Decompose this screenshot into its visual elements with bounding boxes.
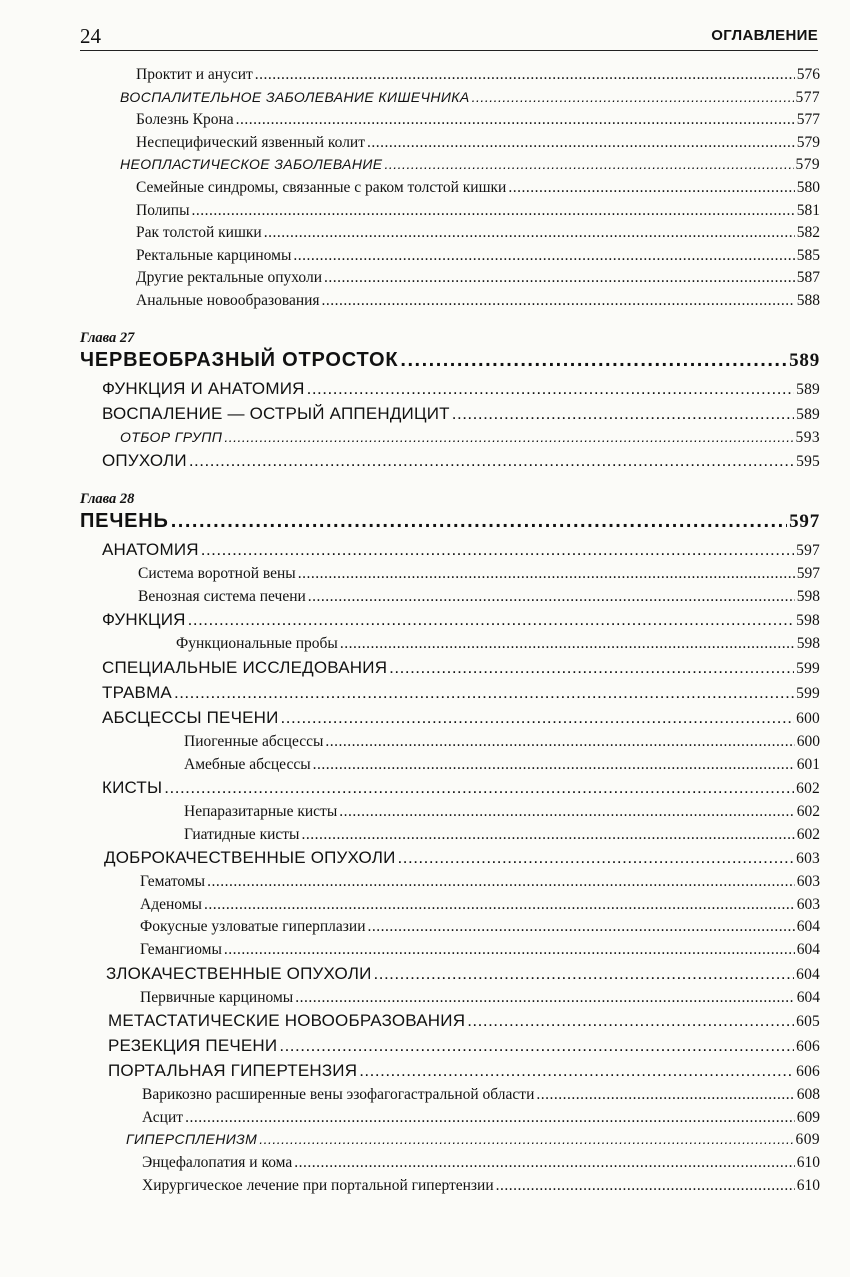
entry-page-number: 604 xyxy=(796,918,820,936)
toc-entry xyxy=(80,292,820,315)
entry-page-number: 600 xyxy=(796,709,820,727)
entry-title: Венозная система печени xyxy=(138,587,306,605)
entry-title: ЧЕРВЕОБРАЗНЫЙ ОТРОСТОК xyxy=(80,348,399,371)
entry-title: ТРАВМА xyxy=(102,682,172,702)
toc-entry xyxy=(80,1086,820,1109)
entry-title: ПЕЧЕНЬ xyxy=(80,510,169,533)
dot-leader xyxy=(301,826,794,844)
entry-title: МЕТАСТАТИЧЕСКИЕ НОВООБРАЗОВАНИЯ xyxy=(108,1011,466,1031)
dot-leader xyxy=(472,89,794,105)
toc-entry xyxy=(80,134,820,157)
toc-entry xyxy=(80,224,820,247)
chapter-label: Глава 28 xyxy=(80,491,135,508)
dot-leader xyxy=(467,1011,794,1031)
entry-page-number: 577 xyxy=(795,88,820,106)
dot-leader xyxy=(295,989,795,1007)
entry-page-number: 605 xyxy=(796,1013,820,1031)
toc-entry xyxy=(80,588,820,611)
toc-entry xyxy=(80,179,820,202)
toc-entry xyxy=(80,1154,820,1177)
dot-leader xyxy=(188,610,795,630)
entry-page-number: 588 xyxy=(796,291,820,309)
toc-entry xyxy=(80,565,820,588)
entry-title: Асцит xyxy=(142,1108,184,1126)
section-entry xyxy=(80,1036,820,1061)
entry-page-number: 606 xyxy=(796,1038,820,1056)
dot-leader xyxy=(236,111,795,129)
toc-entry xyxy=(80,66,820,89)
entry-title: Фокусные узловатые гиперплазии xyxy=(140,918,366,936)
entry-page-number: 604 xyxy=(796,965,820,983)
entry-page-number: 587 xyxy=(796,269,820,287)
entry-page-number: 603 xyxy=(796,850,820,868)
toc-entry xyxy=(80,941,820,964)
entry-page-number: 609 xyxy=(795,1131,820,1149)
entry-page-number: 589 xyxy=(796,380,820,398)
entry-page-number: 582 xyxy=(796,224,820,242)
entry-page-number: 610 xyxy=(796,1176,820,1194)
toc-entry xyxy=(80,202,820,225)
section-entry xyxy=(80,778,820,803)
entry-page-number: 604 xyxy=(796,988,820,1006)
toc-entry xyxy=(80,1109,820,1132)
dot-leader xyxy=(400,349,787,372)
entry-title: Болезнь Крона xyxy=(136,111,234,129)
entry-page-number: 577 xyxy=(796,111,820,129)
entry-page-number: 609 xyxy=(796,1108,820,1126)
toc-entry xyxy=(80,247,820,270)
dot-leader xyxy=(281,708,795,728)
entry-title: НЕОПЛАСТИЧЕСКОЕ ЗАБОЛЕВАНИЕ xyxy=(120,156,383,173)
subsection-heading-entry xyxy=(80,156,820,179)
section-entry xyxy=(80,610,820,635)
chapter-entry xyxy=(80,349,820,379)
toc-entry xyxy=(80,989,820,1012)
section-entry xyxy=(80,848,820,873)
entry-title: ВОСПАЛЕНИЕ — ОСТРЫЙ АППЕНДИЦИТ xyxy=(102,403,450,423)
dot-leader xyxy=(259,1131,793,1147)
entry-page-number: 589 xyxy=(789,349,820,371)
entry-title: Амебные абсцессы xyxy=(184,755,311,773)
subsection-heading-entry xyxy=(80,1131,820,1154)
chapter-entry xyxy=(80,510,820,540)
dot-leader xyxy=(313,756,795,774)
entry-title: ГИПЕРСПЛЕНИЗМ xyxy=(126,1131,258,1148)
entry-page-number: 597 xyxy=(796,565,820,583)
entry-page-number: 579 xyxy=(796,133,820,151)
entry-title: Пиогенные абсцессы xyxy=(184,732,324,750)
entry-page-number: 610 xyxy=(796,1154,820,1172)
dot-leader xyxy=(191,202,794,220)
section-entry xyxy=(80,451,820,476)
entry-title: Неспецифический язвенный колит xyxy=(136,133,366,151)
section-entry xyxy=(80,1061,820,1086)
entry-title: ОПУХОЛИ xyxy=(102,451,187,471)
dot-leader xyxy=(508,179,794,197)
dot-leader xyxy=(359,1061,794,1081)
entry-page-number: 606 xyxy=(796,1063,820,1081)
entry-page-number: 593 xyxy=(795,428,820,446)
entry-title: АНАТОМИЯ xyxy=(102,540,199,560)
section-spacer xyxy=(80,315,820,327)
entry-page-number: 579 xyxy=(795,156,820,174)
entry-title: Анальные новообразования xyxy=(136,291,320,309)
dot-leader xyxy=(307,379,795,399)
dot-leader xyxy=(189,451,794,471)
section-entry xyxy=(80,708,820,733)
entry-title: Другие ректальные опухоли xyxy=(136,269,323,287)
dot-leader xyxy=(204,896,795,914)
entry-title: Полипы xyxy=(136,201,190,219)
entry-title: СПЕЦИАЛЬНЫЕ ИССЛЕДОВАНИЯ xyxy=(102,657,388,677)
dot-leader xyxy=(536,1086,794,1104)
entry-page-number: 603 xyxy=(796,873,820,891)
toc-entry xyxy=(80,826,820,849)
toc-entry xyxy=(80,635,820,658)
dot-leader xyxy=(452,404,794,424)
entry-title: Энцефалопатия и кома xyxy=(142,1154,293,1172)
entry-title: ФУНКЦИЯ И АНАТОМИЯ xyxy=(102,378,305,398)
toc-entry xyxy=(80,918,820,941)
entry-title: ОТБОР ГРУПП xyxy=(120,428,223,445)
entry-title: Первичные карциномы xyxy=(140,988,294,1006)
toc-entry xyxy=(80,1177,820,1200)
dot-leader xyxy=(264,224,795,242)
entry-title: Гемангиомы xyxy=(140,941,222,959)
section-entry xyxy=(80,683,820,708)
entry-page-number: 608 xyxy=(796,1086,820,1104)
toc-entry xyxy=(80,733,820,756)
entry-title: Хирургическое лечение при портальной гипертензии xyxy=(142,1176,494,1194)
section-entry xyxy=(80,658,820,683)
toc-entry xyxy=(80,756,820,779)
toc-entry xyxy=(80,803,820,826)
entry-title: Варикозно расширенные вены эзофагогастральной области xyxy=(142,1086,535,1104)
toc-entry xyxy=(80,896,820,919)
dot-leader xyxy=(325,733,794,751)
entry-title: Функциональные пробы xyxy=(176,635,338,653)
entry-title: Проктит и анусит xyxy=(136,66,253,83)
dot-leader xyxy=(496,1177,795,1195)
entry-page-number: 597 xyxy=(789,511,820,533)
page-number: 24 xyxy=(80,24,101,48)
dot-leader xyxy=(308,588,795,606)
entry-title: АБСЦЕССЫ ПЕЧЕНИ xyxy=(102,707,279,727)
dot-leader xyxy=(164,778,794,798)
entry-title: Семейные синдромы, связанные с раком толстой кишки xyxy=(136,178,507,196)
dot-leader xyxy=(389,658,794,678)
entry-page-number: 598 xyxy=(796,635,820,653)
entry-page-number: 597 xyxy=(796,542,820,560)
dot-leader xyxy=(174,683,794,703)
section-entry xyxy=(80,404,820,429)
entry-title: ФУНКЦИЯ xyxy=(102,610,186,630)
dot-leader xyxy=(322,292,795,310)
entry-page-number: 599 xyxy=(796,659,820,677)
entry-page-number: 581 xyxy=(796,201,820,219)
page-header xyxy=(80,20,818,51)
entry-title: ПОРТАЛЬНАЯ ГИПЕРТЕНЗИЯ xyxy=(108,1061,358,1081)
subsection-heading-entry xyxy=(80,429,820,452)
entry-title: Система воротной вены xyxy=(138,565,296,583)
dot-leader xyxy=(171,510,787,533)
section-entry xyxy=(80,540,820,565)
section-entry xyxy=(80,379,820,404)
entry-title: Рак толстой кишки xyxy=(136,224,262,242)
entry-page-number: 598 xyxy=(796,612,820,630)
running-head: ОГЛАВЛЕНИЕ xyxy=(711,27,818,44)
entry-page-number: 585 xyxy=(796,246,820,264)
entry-page-number: 576 xyxy=(796,66,820,83)
section-entry xyxy=(80,1011,820,1036)
section-spacer xyxy=(80,476,820,488)
dot-leader xyxy=(201,540,794,560)
entry-title: ДОБРОКАЧЕСТВЕННЫЕ ОПУХОЛИ xyxy=(104,848,396,868)
dot-leader xyxy=(279,1036,794,1056)
entry-title: ЗЛОКАЧЕСТВЕННЫЕ ОПУХОЛИ xyxy=(106,963,372,983)
dot-leader xyxy=(398,848,795,868)
dot-leader xyxy=(224,941,795,959)
toc-entry xyxy=(80,111,820,134)
entry-page-number: 589 xyxy=(796,405,820,423)
dot-leader xyxy=(294,1154,795,1172)
dot-leader xyxy=(207,873,795,891)
subsection-heading-entry xyxy=(80,89,820,112)
entry-title: КИСТЫ xyxy=(102,778,163,798)
entry-title: Ректальные карциномы xyxy=(136,246,292,264)
dot-leader xyxy=(385,156,794,172)
entry-page-number: 604 xyxy=(796,941,820,959)
entry-title: Гематомы xyxy=(140,873,206,891)
dot-leader xyxy=(374,964,795,984)
entry-title: Гиатидные кисты xyxy=(184,825,300,843)
toc-entry xyxy=(80,873,820,896)
entry-title: РЕЗЕКЦИЯ ПЕЧЕНИ xyxy=(108,1036,278,1056)
entry-page-number: 595 xyxy=(796,453,820,471)
dot-leader xyxy=(324,269,795,287)
dot-leader xyxy=(185,1109,795,1127)
entry-page-number: 602 xyxy=(796,825,820,843)
entry-page-number: 599 xyxy=(796,684,820,702)
entry-page-number: 602 xyxy=(796,803,820,821)
entry-page-number: 580 xyxy=(796,178,820,196)
dot-leader xyxy=(367,134,795,152)
section-entry xyxy=(80,964,820,989)
dot-leader xyxy=(340,635,795,653)
toc-entry xyxy=(80,269,820,292)
entry-page-number: 602 xyxy=(796,780,820,798)
chapter-label: Глава 27 xyxy=(80,329,135,346)
dot-leader xyxy=(298,565,795,583)
entry-page-number: 598 xyxy=(796,587,820,605)
table-of-contents xyxy=(80,66,820,1199)
dot-leader xyxy=(293,247,794,265)
entry-page-number: 600 xyxy=(796,732,820,750)
entry-title: Аденомы xyxy=(140,895,202,913)
entry-page-number: 601 xyxy=(796,755,820,773)
dot-leader xyxy=(224,429,793,445)
entry-page-number: 603 xyxy=(796,895,820,913)
dot-leader xyxy=(368,918,795,936)
dot-leader xyxy=(339,803,795,821)
dot-leader xyxy=(255,66,795,84)
entry-title: ВОСПАЛИТЕЛЬНОЕ ЗАБОЛЕВАНИЕ КИШЕЧНИКА xyxy=(120,88,470,105)
entry-title: Непаразитарные кисты xyxy=(184,803,338,821)
